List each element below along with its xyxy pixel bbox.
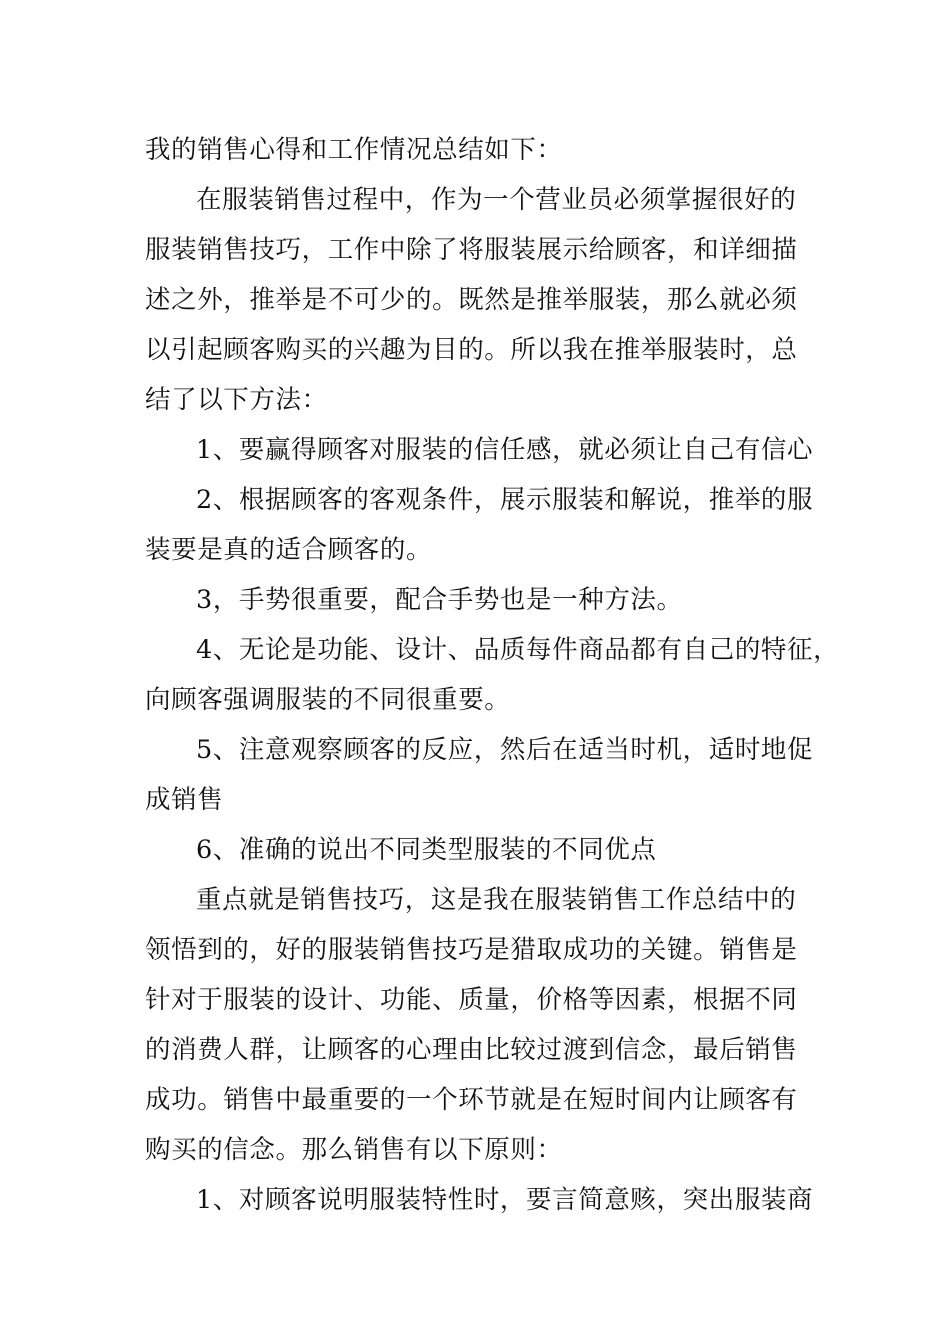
paragraph-sales-process-line-1: 在服装销售过程中，作为一个营业员必须掌握很好的 [196, 185, 797, 215]
list-item-method-3: 3，手势很重要，配合手势也是一种方法。 [196, 585, 683, 615]
list-item-method-5: 5、注意观察顾客的反应，然后在适当时机，适时地促 [196, 735, 814, 765]
paragraph-key-point-line-4: 的消费人群，让顾客的心理由比较过渡到信念，最后销售 [145, 1035, 798, 1065]
paragraph-sales-process-line-2: 服装销售技巧，工作中除了将服装展示给顾客，和详细描 [145, 235, 798, 265]
paragraph-key-point-line-3: 针对于服装的设计、功能、质量，价格等因素，根据不同 [145, 985, 798, 1015]
paragraph-sales-process-line-5: 结了以下方法： [145, 385, 328, 415]
list-item-method-6: 6、准确的说出不同类型服装的不同优点 [196, 835, 657, 865]
paragraph-sales-process-line-3: 述之外，推举是不可少的。既然是推举服装，那么就必须 [145, 285, 798, 315]
list-item-method-2-cont: 装要是真的适合顾客的。 [145, 535, 433, 565]
paragraph-key-point-line-2: 领悟到的，好的服装销售技巧是猎取成功的关键。销售是 [145, 935, 798, 965]
paragraph-sales-process-line-4: 以引起顾客购买的兴趣为目的。所以我在推举服装时，总 [145, 335, 798, 365]
list-item-method-5-cont: 成销售 [145, 785, 224, 815]
list-item-method-1: 1、要赢得顾客对服装的信任感，就必须让自己有信心 [196, 435, 814, 465]
paragraph-key-point-line-1: 重点就是销售技巧，这是我在服装销售工作总结中的 [196, 885, 797, 915]
list-item-method-4-cont: 向顾客强调服装的不同很重要。 [145, 685, 511, 715]
list-item-method-2: 2、根据顾客的客观条件，展示服装和解说，推举的服 [196, 485, 814, 515]
list-item-method-4: 4、无论是功能、设计、品质每件商品都有自己的特征， [196, 635, 840, 665]
text-line-intro: 我的销售心得和工作情况总结如下： [145, 135, 563, 165]
list-item-principle-1: 1、对顾客说明服装特性时，要言简意赅，突出服装商 [196, 1185, 814, 1215]
paragraph-key-point-line-5: 成功。销售中最重要的一个环节就是在短时间内让顾客有 [145, 1085, 798, 1115]
paragraph-key-point-line-6: 购买的信念。那么销售有以下原则： [145, 1135, 563, 1165]
